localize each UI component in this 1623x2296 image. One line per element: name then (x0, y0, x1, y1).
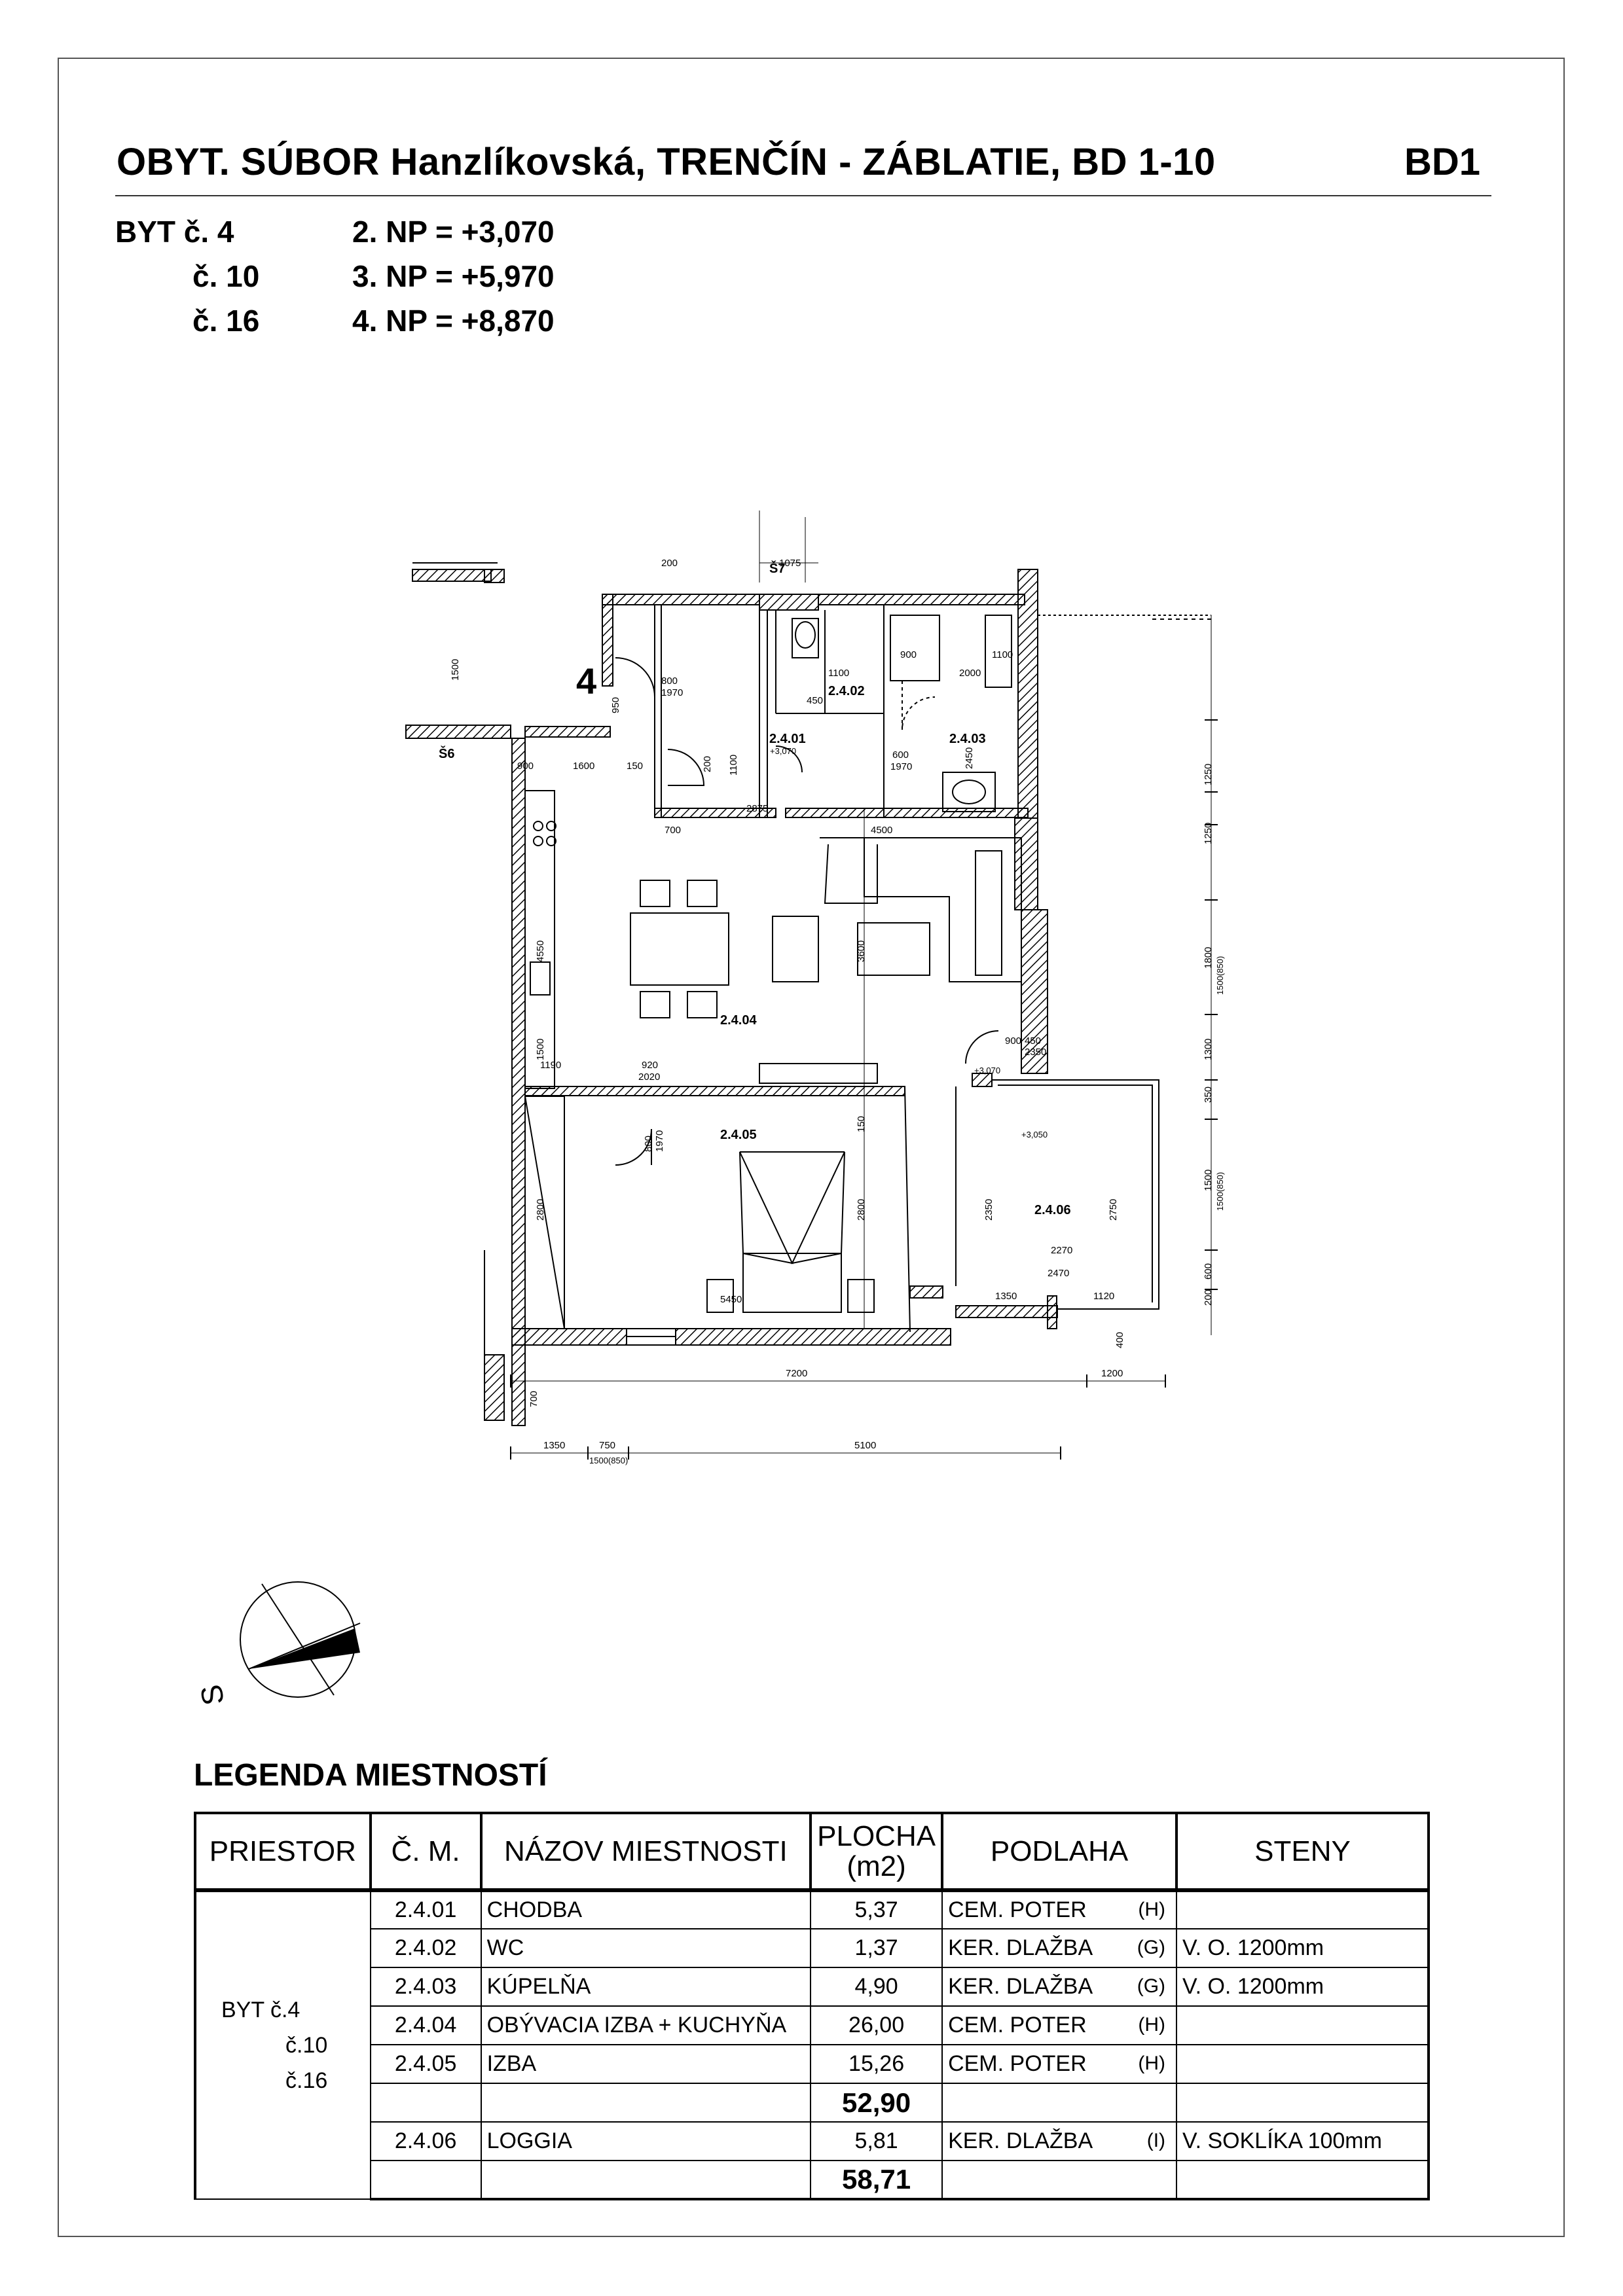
dimension: 950 (610, 696, 621, 713)
dimension: 1800 (1203, 946, 1214, 969)
dimension: 2470 (1048, 1268, 1070, 1279)
floor-code: (G) (1137, 1975, 1166, 1997)
wall (1048, 1296, 1057, 1329)
dimension: 1300 (1203, 1038, 1214, 1060)
room-area: 5,81 (811, 2122, 942, 2161)
dimension: 1250 (1203, 822, 1214, 844)
dimension: 1500 (1203, 1169, 1214, 1191)
priestor-line: č.10 (285, 2033, 328, 2058)
sofa (820, 838, 1021, 982)
table-row (195, 2122, 1429, 2161)
room-area: 4,90 (811, 1967, 942, 2006)
dimension: 2750 (1108, 1198, 1119, 1221)
wall-right-upper (1018, 569, 1038, 818)
wall-bedroom-top (525, 1086, 905, 1096)
subtotal-area: 52,90 (811, 2083, 942, 2122)
header-plocha (811, 1813, 942, 1890)
dimension: 1500(850) (589, 1456, 629, 1465)
dimension: 2800 (535, 1198, 546, 1221)
floor-level: 4. NP = +8,870 (352, 304, 555, 338)
dimension: 800 (643, 1135, 654, 1152)
dimension: 600 (892, 749, 909, 761)
wall-top (602, 594, 759, 605)
header-priestor: PRIESTOR (195, 1813, 371, 1890)
header-nazov: NÁZOV MIESTNOSTI (481, 1813, 811, 1890)
wall-loggia-bottom (956, 1306, 1057, 1318)
dimension: 2800 (856, 1198, 867, 1221)
room-area: 15,26 (811, 2045, 942, 2083)
wall-left (512, 738, 525, 1426)
wall-finish (1176, 1890, 1429, 1929)
floor-material: KER. DLAŽBA (948, 1974, 1093, 1999)
room-area: 1,37 (811, 1929, 942, 1967)
room-id: 2.4.04 (720, 1013, 757, 1028)
dimension: 1970 (661, 687, 684, 698)
room-id: 2.4.01 (769, 732, 806, 746)
floor-code: (H) (1138, 2053, 1166, 2074)
priestor-cell (195, 1890, 371, 2199)
floor-cell (942, 1890, 1176, 1929)
wall-finish: V. O. 1200mm (1176, 1967, 1429, 2006)
dimension: 1500(850) (1215, 1172, 1225, 1211)
table-row (195, 1929, 1429, 1967)
dimension: 1100 (992, 649, 1013, 660)
header-cm: Č. M. (371, 1813, 481, 1890)
dimension: 800 (661, 675, 678, 687)
total-row (195, 2161, 1429, 2199)
dimension: 1100 (828, 668, 850, 679)
floor-code: (H) (1138, 1899, 1166, 1920)
dimension: 1500 (450, 658, 461, 681)
shaft-label: Š6 (439, 747, 455, 761)
table-row (195, 1890, 1429, 1929)
priestor-line: BYT č.4 (221, 1998, 301, 2022)
wall-left-stub (406, 725, 511, 738)
header-plocha-1: PLOCHA (817, 1820, 936, 1852)
dimension: 4500 (871, 825, 893, 836)
room-level: +3,070 (770, 746, 797, 756)
dining-table (630, 913, 729, 985)
room-number: 2.4.03 (371, 1967, 481, 2006)
wall (910, 1286, 943, 1298)
dimension: 200 (702, 755, 713, 772)
dimension: 3600 (856, 940, 867, 962)
room-number: 2.4.05 (371, 2045, 481, 2083)
dimension: 1600 (573, 761, 595, 772)
room-name: KÚPELŇA (481, 1967, 811, 2006)
project-title: OBYT. SÚBOR Hanzlíkovská, TRENČÍN - ZÁBLATIE, BD 1-10 (117, 141, 1216, 183)
dimension: 900 (517, 761, 534, 772)
room-number: 2.4.06 (371, 2122, 481, 2161)
table-row (195, 2045, 1429, 2083)
door-entry (615, 658, 655, 697)
dimension: 5450 (720, 1294, 742, 1305)
room-id: 2.4.05 (720, 1128, 757, 1142)
room-number: 2.4.01 (371, 1890, 481, 1929)
room-id: 2.4.06 (1034, 1203, 1071, 1217)
washbasin (943, 772, 995, 812)
dimension: 2350 (1025, 1047, 1047, 1058)
dimension: 450 (807, 695, 824, 706)
floor-cell (942, 1967, 1176, 2006)
header-steny: STENY (1176, 1813, 1429, 1890)
dimension: 200 (1203, 1289, 1214, 1306)
room-name: WC (481, 1929, 811, 1967)
floor-cell (942, 2122, 1176, 2161)
room-area: 26,00 (811, 2006, 942, 2045)
apartment-number: 4 (576, 660, 597, 702)
floor-material: KER. DLAŽBA (948, 1935, 1093, 1960)
header-podlaha: PODLAHA (942, 1813, 1176, 1890)
wall-bottom-left (512, 1329, 627, 1345)
room-level: +3,070 (974, 1066, 1001, 1075)
floor-code: (I) (1146, 2130, 1166, 2151)
room-legend-table (194, 1812, 1430, 2200)
compass-needle (249, 1628, 360, 1669)
floor-level: 3. NP = +5,970 (352, 259, 555, 293)
north-letter: S (193, 1682, 231, 1708)
dimension: 450 (1025, 1035, 1042, 1047)
dimension: 920 (642, 1060, 659, 1071)
room-name: CHODBA (481, 1890, 811, 1929)
priestor-line: č.16 (285, 2068, 328, 2093)
dimension: 1500(850) (1215, 956, 1225, 995)
room-name: OBÝVACIA IZBA + KUCHYŇA (481, 2006, 811, 2045)
wall-top-wc (759, 594, 818, 610)
room-id: 2.4.03 (949, 732, 986, 746)
legend-header-row (195, 1813, 1429, 1890)
table-row (195, 1967, 1429, 2006)
apartment-label: č. 16 (192, 304, 260, 338)
subtotal-row (195, 2083, 1429, 2122)
dimension: 400 (1114, 1331, 1125, 1348)
legend-title: LEGENDA MIESTNOSTÍ (194, 1758, 547, 1793)
wall-finish (1176, 2006, 1429, 2045)
room-number: 2.4.02 (371, 1929, 481, 1967)
wall-kitchen-top (786, 808, 1028, 817)
floor-material: CEM. POTER (948, 2013, 1087, 2037)
wall-neighbour (412, 569, 491, 581)
wall-finish: V. O. 1200mm (1176, 1929, 1429, 1967)
floor-cell (942, 2045, 1176, 2083)
dimension: 1200 (1101, 1368, 1123, 1379)
wall-right-mid (1015, 818, 1038, 910)
dimension: 1120 (1093, 1291, 1115, 1302)
room-area: 5,37 (811, 1890, 942, 1929)
floor-level: 2. NP = +3,070 (352, 215, 555, 249)
dimension: 750 (599, 1440, 616, 1451)
shaft-label: Š7 (769, 562, 786, 576)
dimension: 4550 (535, 940, 546, 962)
floor-cell (942, 2006, 1176, 2045)
dimension: 1970 (654, 1130, 665, 1152)
title-underline (115, 195, 1491, 196)
floor-plan (367, 511, 1244, 1479)
room-id: 2.4.02 (828, 684, 865, 698)
floor-material: CEM. POTER (948, 1897, 1087, 1922)
dimension: 2350 (983, 1198, 994, 1221)
dimension: 700 (665, 825, 682, 836)
dimension: 700 (528, 1390, 539, 1407)
floor-code: (H) (1138, 2014, 1166, 2036)
dimension: 1500 (535, 1038, 546, 1060)
dimension: 900 (900, 649, 917, 660)
dimension: 2270 (1051, 1245, 1073, 1256)
building-code: BD1 (1404, 141, 1481, 183)
dimension: 2020 (638, 1071, 661, 1083)
dimension: 1350 (543, 1440, 566, 1451)
dimension: 200 (661, 558, 678, 569)
dimension: 900 (1005, 1035, 1022, 1047)
wall (484, 569, 504, 583)
dimension: 5100 (854, 1440, 877, 1451)
dimension: 150 (627, 761, 644, 772)
dimension: 1075 (779, 558, 801, 569)
apartment-label: BYT č. 4 (115, 215, 234, 249)
floor-cell (942, 1929, 1176, 1967)
room-name: LOGGIA (481, 2122, 811, 2161)
dimension: 1970 (890, 761, 913, 772)
dimension: 7200 (786, 1368, 808, 1379)
dimension: 1250 (1203, 763, 1214, 785)
floor-code: (G) (1137, 1937, 1166, 1958)
dimension: 2450 (964, 747, 975, 769)
dimension: 1350 (995, 1291, 1017, 1302)
dimension: 2000 (959, 668, 981, 679)
floor-material: KER. DLAŽBA (948, 2128, 1093, 2153)
room-name: IZBA (481, 2045, 811, 2083)
dimension: 350 (1203, 1086, 1214, 1103)
dimension: 1100 (728, 754, 739, 776)
floor-material: CEM. POTER (948, 2051, 1087, 2076)
dimension: 1190 (540, 1060, 562, 1071)
room-number: 2.4.04 (371, 2006, 481, 2045)
wall-entry (602, 594, 613, 686)
wall-top-bath (818, 594, 1025, 605)
door-hall (668, 749, 704, 785)
wall (525, 726, 610, 737)
north-arrow (183, 1571, 393, 1741)
wall (484, 1355, 504, 1420)
wall (972, 1073, 992, 1086)
wall-bottom (676, 1329, 951, 1345)
table-row (195, 2006, 1429, 2045)
dimension: 150 (856, 1115, 867, 1132)
dimension: 600 (1203, 1263, 1214, 1280)
apartment-label: č. 10 (192, 259, 260, 293)
dimension: 2875 (746, 803, 769, 814)
room-level: +3,050 (1021, 1130, 1048, 1139)
wall-finish (1176, 2045, 1429, 2083)
wall-finish: V. SOKLÍKA 100mm (1176, 2122, 1429, 2161)
header-plocha-2: (m2) (847, 1850, 906, 1882)
total-area: 58,71 (811, 2161, 942, 2199)
